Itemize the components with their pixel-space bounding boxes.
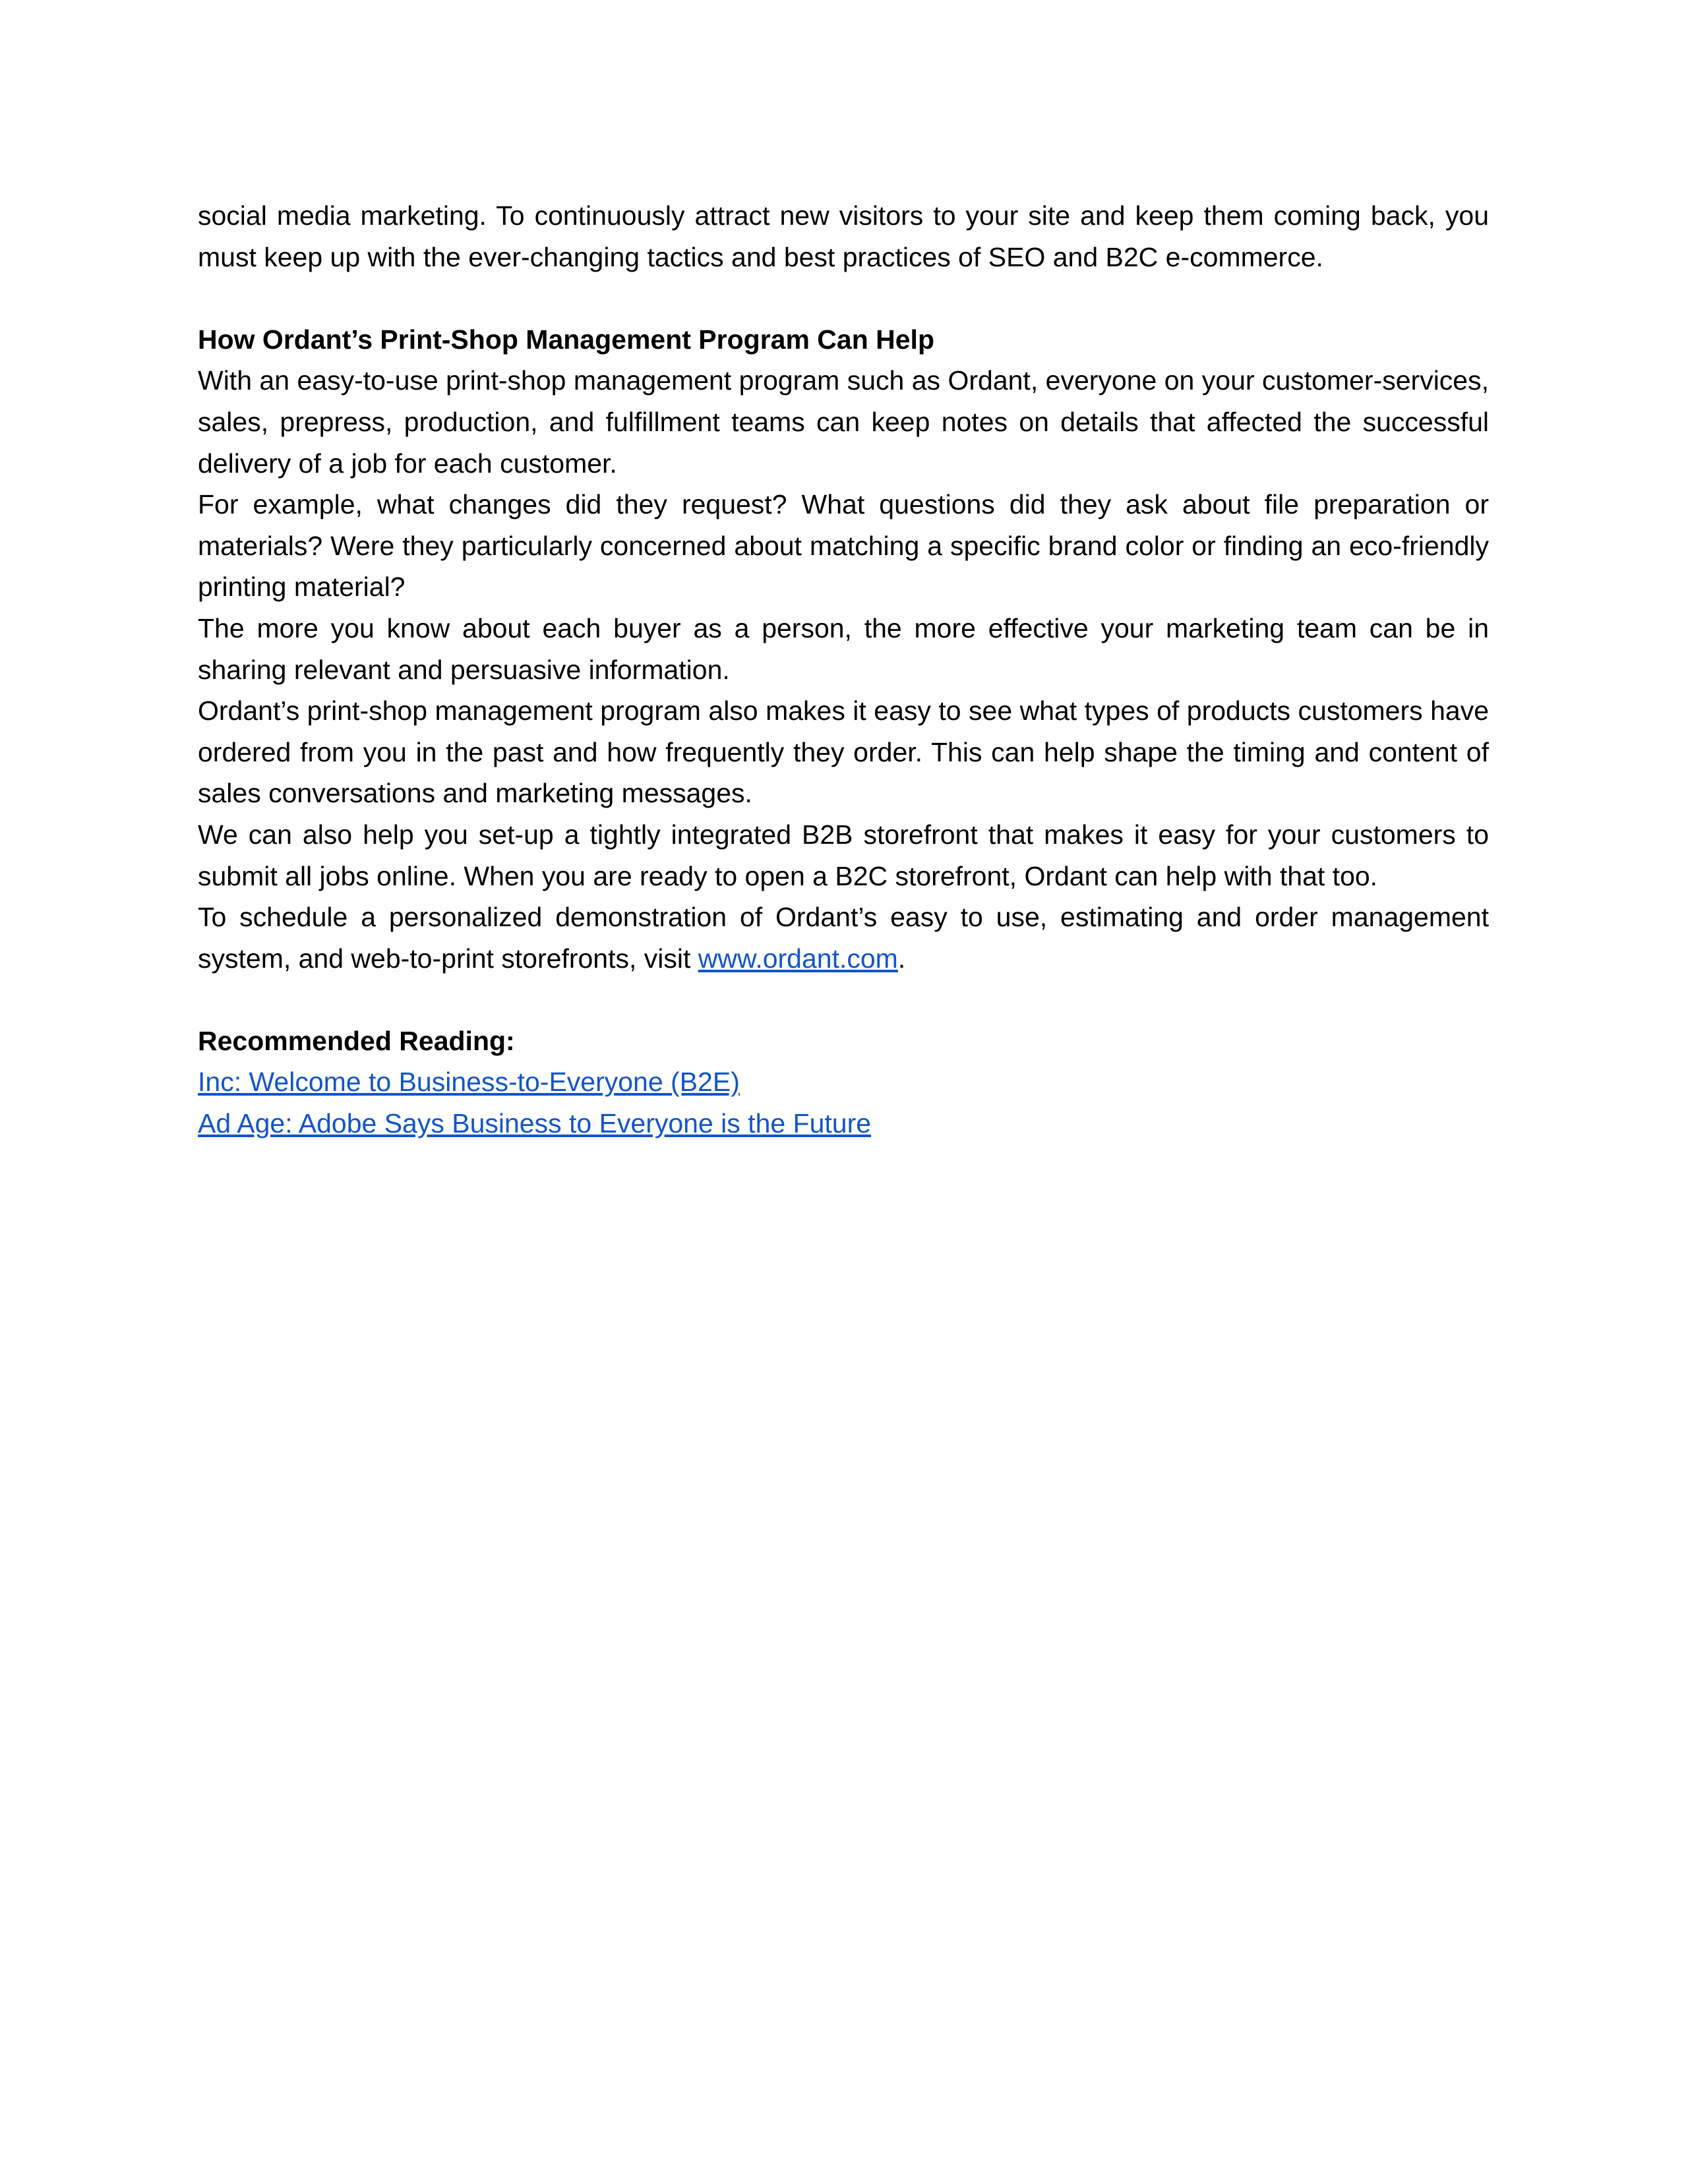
closing-text: To schedule a personalized demonstration of Ordant’s easy to use, estimating and order management system, and web-to-print storefronts, visit	[198, 902, 1489, 974]
document-page	[198, 195, 1489, 1144]
body-paragraph-5: We can also help you set-up a tightly integrated B2B storefront that makes it easy for your customers to submit all jobs online. When you are ready to open a B2C storefront, Ordant can help with that too.	[198, 819, 1489, 891]
recommended-link-item	[198, 1061, 1489, 1103]
inc-b2e-article-link[interactable]: Inc: Welcome to Business-to-Everyone (B2E)	[198, 1067, 740, 1098]
body-paragraph-4: Ordant’s print-shop management program also makes it easy to see what types of products customers have ordered from you in the past and how frequently they order. This can help shape the timing and content of sales conversations and marketing messages.	[198, 695, 1489, 809]
ordant-website-link[interactable]: www.ordant.com	[698, 943, 898, 974]
paragraph-spacer	[198, 979, 1489, 1020]
body-paragraph-2: For example, what changes did they request? What questions did they ask about file preparation or materials? Were they particularly concerned about matching a specific brand color or finding an eco-friendly printing material?	[198, 489, 1489, 603]
closing-period: .	[897, 943, 906, 974]
recommended-reading-heading: Recommended Reading:	[198, 1025, 515, 1056]
body-paragraph-3: The more you know about each buyer as a person, the more effective your marketing team can be in sharing relevant and persuasive information.	[198, 612, 1489, 685]
paragraph-spacer	[198, 278, 1489, 319]
section-heading: How Ordant’s Print-Shop Management Program Can Help	[198, 324, 934, 355]
closing-paragraph	[198, 897, 1489, 979]
body-paragraph-1: With an easy-to-use print-shop management program such as Ordant, everyone on your customer-services, sales, prepress, production, and fulfillment teams can keep notes on details that affected the successful delivery of a job for each customer.	[198, 365, 1489, 479]
recommended-link-item	[198, 1103, 1489, 1144]
intro-paragraph: social media marketing. To continuously attract new visitors to your site and keep them coming back, you must keep up with the ever-changing tactics and best practices of SEO and B2C e-commerce.	[198, 200, 1489, 272]
adage-adobe-article-link[interactable]: Ad Age: Adobe Says Business to Everyone is the Future	[198, 1108, 872, 1139]
